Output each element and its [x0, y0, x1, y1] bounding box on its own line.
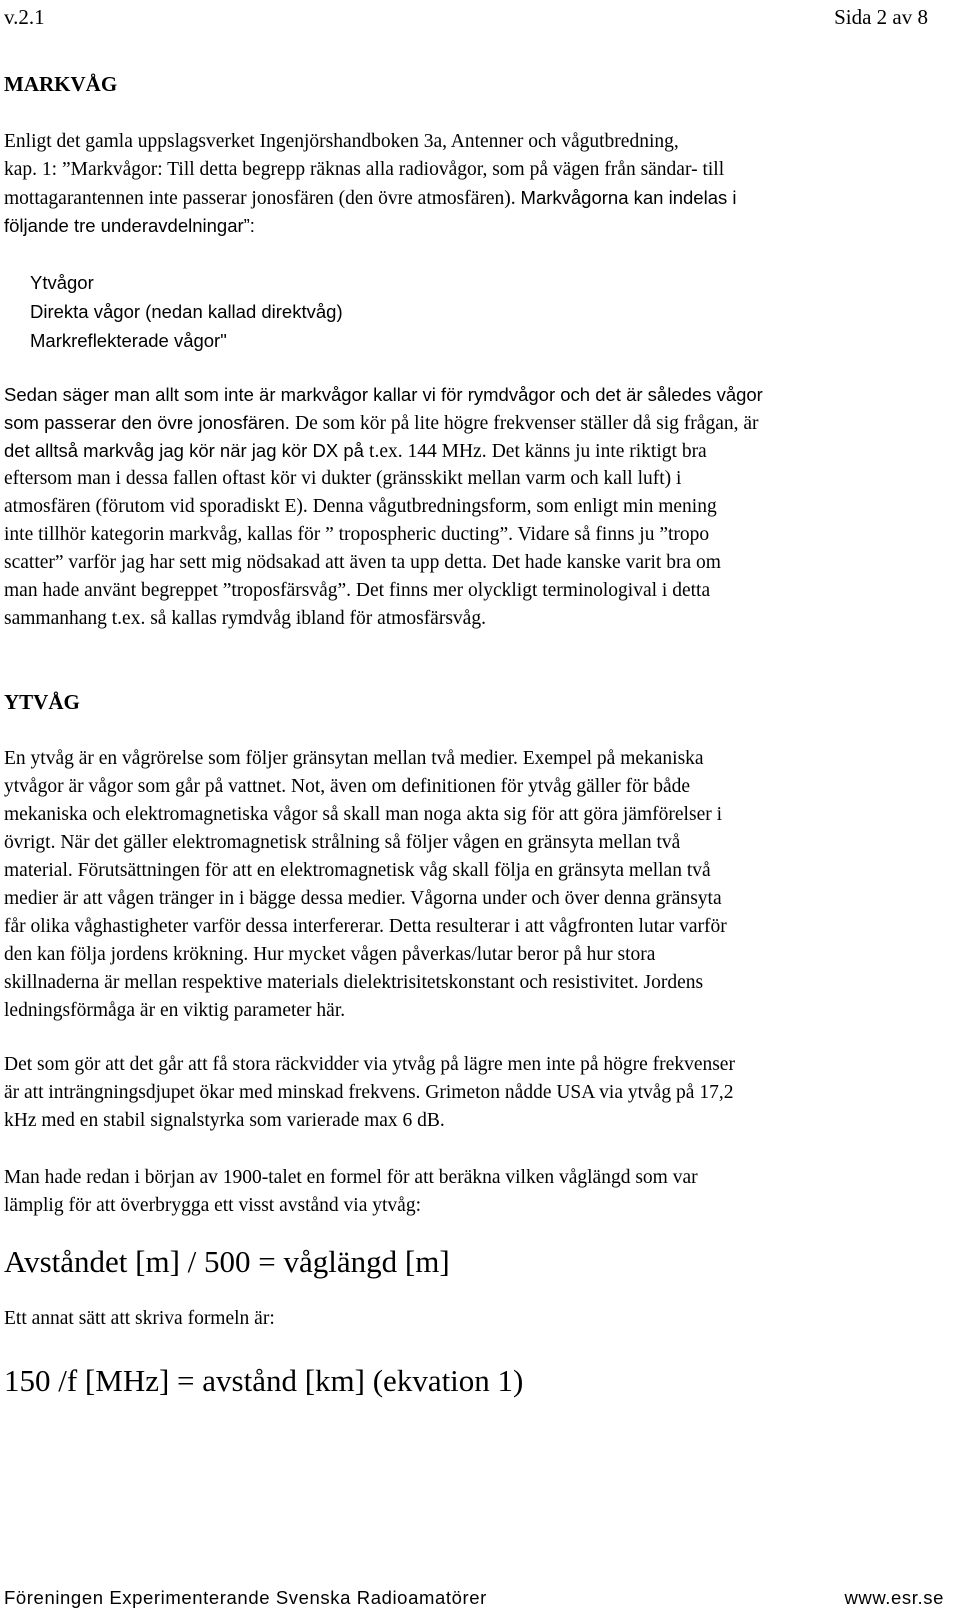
paragraph-line: medier är att vågen tränger in i bägge dessa medier. Vågorna under och över denna gränsyta — [4, 888, 722, 909]
paragraph-line: ytvågor är vågor som går på vattnet. Not, även om definitionen för ytvåg gäller för både — [4, 776, 691, 797]
version-label: v.2.1 — [4, 5, 45, 29]
line-segment: t.ex. 144 MHz. — [369, 441, 487, 462]
line-segment: Det känns ju inte riktigt bra — [491, 441, 707, 462]
paragraph-line: följande tre underavdelningar”: — [4, 215, 255, 236]
markvag-second-paragraph — [4, 381, 934, 633]
paragraph-line — [4, 437, 934, 465]
paragraph-line: En ytvåg är en vågrörelse som följer gränsytan mellan två medier. Exempel på mekaniska — [4, 748, 704, 769]
line-segment: det alltså markvåg jag kör när jag kör DX på — [4, 440, 364, 461]
distance-equation: 150 /f [MHz] = avstånd [km] (ekvation 1) — [4, 1363, 524, 1398]
paragraph-line: material. Förutsättningen för att en elektromagnetisk våg skall följa en gränsyta mellan två — [4, 860, 711, 881]
paragraph-line: skillnaderna är mellan respektive materials dielektrisitetskonstant och resistivitet. Jordens — [4, 972, 704, 993]
wave-subdivision-list — [30, 268, 343, 355]
wavelength-formula: Avståndet [m] / 500 = våglängd [m] — [4, 1244, 450, 1279]
paragraph-line — [4, 409, 934, 437]
paragraph-line — [4, 493, 934, 521]
paragraph-line: inte tillhör kategorin markvåg, kallas för ” tropospheric ducting”. Vidare så finns ju ”tropo — [4, 524, 710, 545]
paragraph-line: lämplig för att överbrygga ett visst avstånd via ytvåg: — [4, 1195, 421, 1216]
page-number: Sida 2 av 8 — [834, 5, 928, 29]
paragraph-line: Det som gör att det går att få stora räckvidder via ytvåg på lägre men inte på högre frekvenser — [4, 1054, 735, 1075]
paragraph-line: man hade använt begreppet ”troposfärsvåg”. Det finns mer olyckligt terminologival i detta — [4, 580, 711, 601]
list-item: Ytvågor — [30, 272, 94, 293]
ytvag-first-paragraph — [4, 745, 934, 1025]
paragraph-line: får olika våghastigheter varför dessa interfererar. Detta resulterar i att vågfronten lutar varför — [4, 916, 727, 937]
paragraph-line: övrigt. När det gäller elektromagnetisk strålning så följer vågen en gränsyta mellan två — [4, 832, 681, 853]
footer-url: www.esr.se — [844, 1587, 944, 1608]
paragraph-line: Sedan säger man allt som inte är markvågor kallar vi för rymdvågor och det är således vågor — [4, 384, 763, 405]
paragraph-line: är att inträngningsdjupet ökar med minskad frekvens. Grimeton nådde USA via ytvåg på 17,2 — [4, 1082, 734, 1103]
footer-organization: Föreningen Experimenterande Svenska Radioamatörer — [4, 1587, 487, 1608]
list-item: Direkta vågor (nedan kallad direktvåg) — [30, 301, 343, 322]
line-segment: mottagarantennen inte passerar jonosfären (den övre atmosfären). — [4, 188, 516, 209]
list-item: Markreflekterade vågor" — [30, 330, 227, 351]
ytvag-third-paragraph — [4, 1164, 934, 1220]
line-segment: Markvågorna kan indelas i — [520, 187, 737, 208]
paragraph-line: eftersom man i dessa fallen oftast kör vi dukter (gränsskikt mellan varm och kall luft) i — [4, 468, 682, 489]
section-heading-ytvag: YTVÅG — [4, 690, 80, 714]
paragraph-line: mekaniska och elektromagnetiska vågor så skall man noga akta sig för att göra jämförelser i — [4, 804, 723, 825]
line-segment: som passerar den övre jonosfären. — [4, 412, 290, 433]
ytvag-second-paragraph — [4, 1051, 934, 1135]
paragraph-line: kap. 1: ”Markvågor: Till detta begrepp räknas alla radiovågor, som på vägen från sändar- till — [4, 159, 725, 180]
paragraph-line: ledningsförmåga är en viktig parameter här. — [4, 1000, 346, 1021]
paragraph-line: scatter” varför jag har sett mig nödsakad att även ta upp detta. Det hade kanske varit bra om — [4, 552, 721, 573]
paragraph-line: sammanhang t.ex. så kallas rymdvåg ibland för atmosfärsvåg. — [4, 608, 486, 629]
section-heading-markvag: MARKVÅG — [4, 72, 118, 96]
paragraph-line: kHz med en stabil signalstyrka som varierade max 6 dB. — [4, 1110, 445, 1131]
line-segment: atmosfären (förutom vid sporadiskt E). — [4, 496, 308, 517]
paragraph-line: Man hade redan i början av 1900-talet en formel för att beräkna vilken våglängd som var — [4, 1167, 698, 1188]
line-segment: Denna vågutbredningsform, som enligt min mening — [312, 496, 717, 517]
line-segment: De som kör på lite högre frekvenser ställer då sig frågan, är — [295, 413, 759, 434]
paragraph-line — [4, 184, 934, 212]
markvag-intro-paragraph — [4, 128, 934, 240]
formula-intro-text: Ett annat sätt att skriva formeln är: — [4, 1308, 275, 1329]
paragraph-line: den kan följa jordens krökning. Hur mycket vågen påverkas/lutar beror på hur stora — [4, 944, 656, 965]
paragraph-line: Enligt det gamla uppslagsverket Ingenjörshandboken 3a, Antenner och vågutbredning, — [4, 131, 679, 152]
